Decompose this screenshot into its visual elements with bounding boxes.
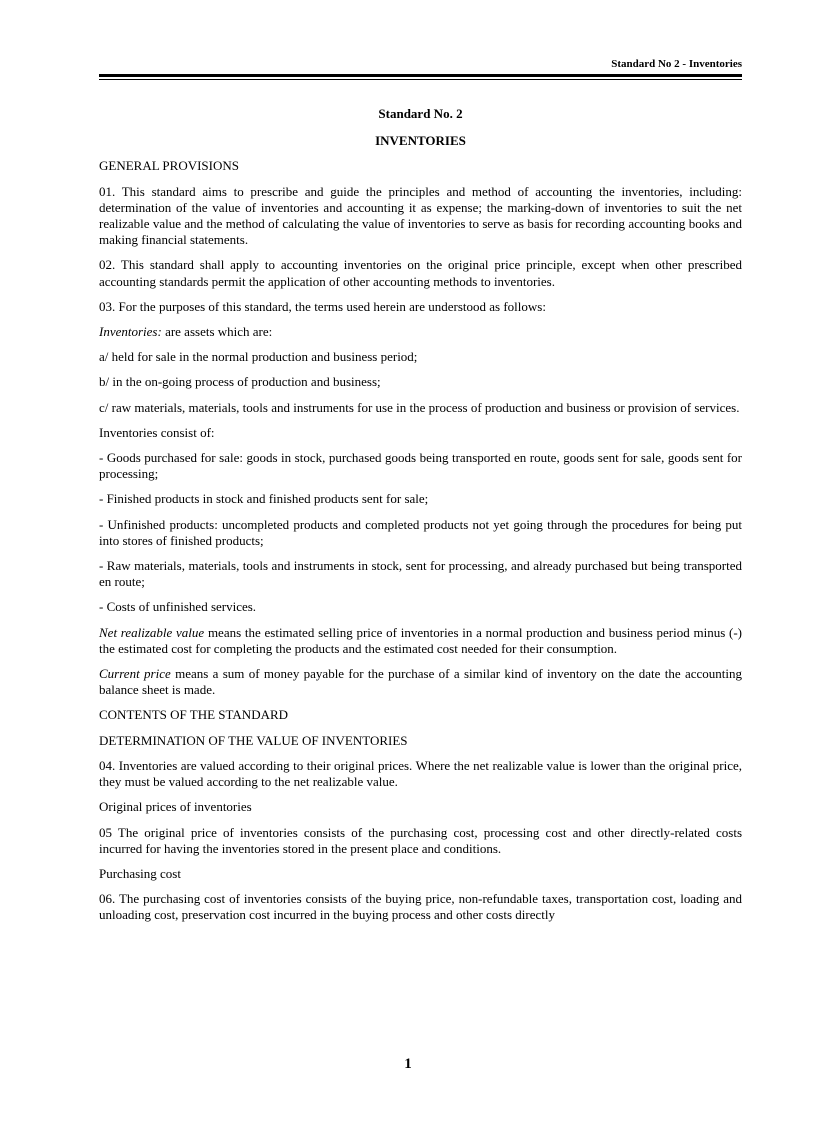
nrv-def-text: means the estimated selling price of inventories in a normal production and business period minus (-) the estimated cost for completing the products and the estimated cost needed for their consumption.: [99, 624, 742, 656]
item-b: b/ in the on-going process of production and business;: [99, 374, 381, 390]
current-price-term: Current price: [99, 666, 171, 682]
nrv-term: Net realizable value: [99, 624, 205, 640]
paragraph-02: 02. This standard shall apply to accounting inventories on the original price principle, except when other prescribed accounting standards permit the application of other accounting methods to inventories.: [99, 257, 742, 289]
consist-item-finished: - Finished products in stock and finished products sent for sale;: [99, 491, 429, 507]
current-price-definition: [99, 666, 742, 698]
header-rule-thin: [99, 79, 742, 80]
paragraph-03: 03. For the purposes of this standard, the terms used herein are understood as follows:: [99, 298, 546, 314]
determination-heading: DETERMINATION OF THE VALUE OF INVENTORIES: [99, 732, 408, 748]
contents-heading: CONTENTS OF THE STANDARD: [99, 707, 289, 723]
original-prices-heading: Original prices of inventories: [99, 799, 252, 815]
nrv-definition: [99, 625, 742, 657]
page-body: [99, 106, 742, 933]
consist-item-raw-materials: - Raw materials, materials, tools and instruments in stock, sent for processing, and already purchased but being transported en route;: [99, 558, 742, 590]
paragraph-04: 04. Inventories are valued according to their original prices. Where the net realizable value is lower than the original price, they must be valued according to the net realizable value.: [99, 757, 742, 790]
purchasing-cost-heading: Purchasing cost: [99, 865, 181, 881]
inventories-definition: [99, 324, 742, 340]
standard-name-title: INVENTORIES: [375, 133, 466, 149]
consist-item-services: - Costs of unfinished services.: [99, 599, 257, 615]
inventories-def-text: are assets which are:: [161, 324, 273, 340]
inventories-term: Inventories:: [99, 324, 162, 340]
consist-item-goods: - Goods purchased for sale: goods in stock, purchased goods being transported en route, goods sent for sale, goods sent for processing;: [99, 450, 742, 482]
running-header: Standard No 2 - Inventories: [611, 58, 742, 70]
page-number: 1: [404, 1056, 412, 1072]
inventories-consist-of: Inventories consist of:: [99, 424, 215, 440]
standard-number-title: Standard No. 2: [378, 106, 463, 121]
paragraph-06: 06. The purchasing cost of inventories consists of the buying price, non-refundable taxes, transportation cost, loading and unloading cost, preservation cost incurred in the buying process and other costs directly: [99, 891, 742, 923]
paragraph-05: 05 The original price of inventories consists of the purchasing cost, processing cost and other directly-related costs incurred for having the inventories stored in the present place and conditions.: [99, 824, 742, 856]
general-provisions-heading: GENERAL PROVISIONS: [99, 158, 239, 174]
header-rule-thick: [99, 74, 742, 77]
paragraph-01: 01. This standard aims to prescribe and guide the principles and method of accounting the inventories, including: determination of the value of inventories and accounting it as expense; the marking-down of inventories to suit the net realizable value and the method of calculating the value of inventories to serve as basis for recording accounting books and making financial statements.: [99, 183, 742, 248]
current-price-def-text: means a sum of money payable for the purchase of a similar kind of inventory on the date the accounting balance sheet is made.: [99, 666, 742, 698]
item-a: a/ held for sale in the normal production and business period;: [99, 349, 418, 365]
consist-item-unfinished: - Unfinished products: uncompleted products and completed products not yet going through the procedures for being put into stores of finished products;: [99, 516, 742, 548]
item-c: c/ raw materials, materials, tools and instruments for use in the process of production and business or provision of services.: [99, 399, 740, 415]
